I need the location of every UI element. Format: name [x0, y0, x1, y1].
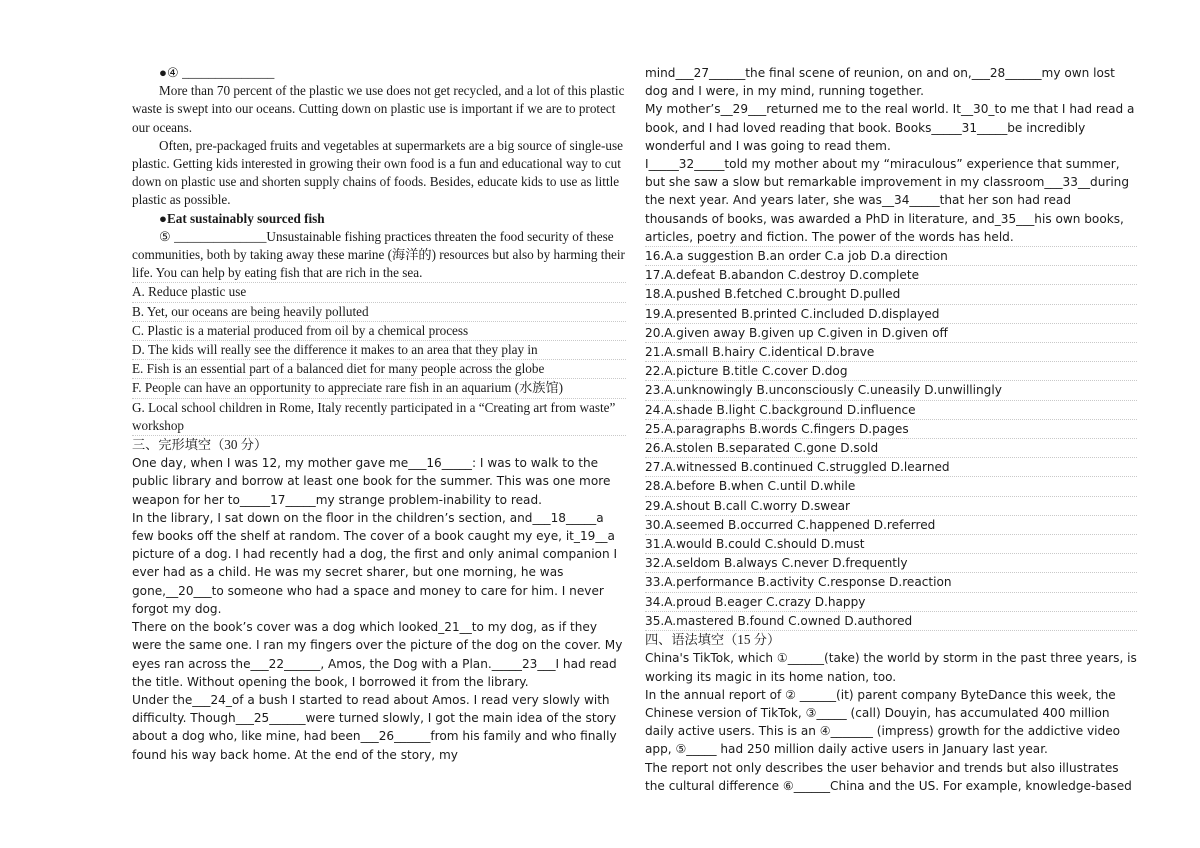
cloze-paragraph: One day, when I was 12, my mother gave me___16_____: I was to walk to the public library and borrow at least one book for the summer. This was one more weapon for her to_____17_____my strange problem-inability to read.	[132, 456, 611, 507]
section-4-heading: 四、语法填空（15 分）	[645, 632, 781, 648]
heading-sustainable-fish: ●Eat sustainably sourced fish	[159, 210, 325, 226]
option-e: E. Fish is an essential part of a balanced diet for many people across the globe	[132, 360, 626, 379]
option-g: G. Local school children in Rome, Italy recently participated in a “Creating art from waste” workshop	[132, 399, 626, 436]
cloze-paragraph: In the library, I sat down on the floor in the children’s section, and___18_____a few books off the shelf at random. The cover of a book caught my eye, it_19__a picture of a dog. I had recently had a dog, the first and only animal companion I ever had as a child. He was my secret sharer, but one morning, he was gone,__20___to someone who had a space and money to care for him. I never forgot my dog.	[132, 510, 618, 616]
option-b: B. Yet, our oceans are being heavily polluted	[132, 303, 626, 322]
paragraph-kids-food: Often, pre-packaged fruits and vegetables at supermarkets are a big source of single-use plastic. Getting kids interested in growing their own food is a fun and educational way to cut down on plastic use and shorten supply chains of foods. Besides, educate kids to use as little plastic as possible.	[132, 137, 623, 208]
question-24: 24.A.shade B.light C.background D.influence	[645, 401, 1137, 420]
question-26: 26.A.stolen B.separated C.gone D.sold	[645, 439, 1137, 458]
option-a: A. Reduce plastic use	[132, 283, 626, 302]
option-c: C. Plastic is a material produced from oil by a chemical process	[132, 322, 626, 341]
question-28: 28.A.before B.when C.until D.while	[645, 477, 1137, 496]
cloze-paragraph: My mother’s__29___returned me to the real world. It__30_to me that I had read a book, and I had loved reading that book. Books_____31_____be incredibly wonderful and I was going to read them.	[645, 102, 1135, 153]
question-32: 32.A.seldom B.always C.never D.frequently	[645, 554, 1137, 573]
question-23: 23.A.unknowingly B.unconsciously C.uneasily D.unwillingly	[645, 381, 1137, 400]
question-34: 34.A.proud B.eager C.crazy D.happy	[645, 593, 1137, 612]
cloze-paragraph: There on the book’s cover was a dog which looked_21__to my dog, as if they were the same one. I ran my fingers over the picture of the dog on the cover. My eyes ran across the___22______, Amos, the Dog with a Plan._____23___I had read the title. Without opening the book, I borrowed it from the library.	[132, 620, 623, 689]
left-column	[132, 64, 626, 764]
item-4-blank: ●④ ______________	[159, 65, 275, 80]
section-3-heading: 三、完形填空（30 分）	[132, 437, 268, 453]
question-25: 25.A.paragraphs B.words C.fingers D.pages	[645, 420, 1137, 439]
option-d: D. The kids will really see the difference it makes to an area that they play in	[132, 341, 626, 360]
option-f: F. People can have an opportunity to appreciate rare fish in an aquarium (水族馆)	[132, 379, 626, 398]
question-35: 35.A.mastered B.found C.owned D.authored	[645, 612, 1137, 631]
right-column	[645, 64, 1137, 795]
paragraph-fishing: ⑤ ______________Unsustainable fishing practices threaten the food security of these communities, both by taking away these marine (海洋的) resources but also by harming their life. You can help by eating fish that are rich in the sea.	[132, 228, 626, 284]
question-20: 20.A.given away B.given up C.given in D.given off	[645, 324, 1137, 343]
question-22: 22.A.picture B.title C.cover D.dog	[645, 362, 1137, 381]
question-29: 29.A.shout B.call C.worry D.swear	[645, 497, 1137, 516]
question-19: 19.A.presented B.printed C.included D.displayed	[645, 305, 1137, 324]
question-17: 17.A.defeat B.abandon C.destroy D.complete	[645, 266, 1137, 285]
cloze-paragraph: I_____32_____told my mother about my “miraculous” experience that summer, but she saw a slow but remarkable improvement in my classroom___33__during the next year. And years later, she was__34_____that her son had read thousands of books, was awarded a PhD in literature, and_35___his own books, articles, poetry and fiction. The power of the words has held.	[645, 155, 1137, 247]
question-30: 30.A.seemed B.occurred C.happened D.referred	[645, 516, 1137, 535]
grammar-paragraph: China's TikTok, which ①______(take) the world by storm in the past three years, is working its magic in its home nation, too.	[645, 651, 1137, 684]
cloze-paragraph: mind___27______the final scene of reunion, on and on,___28______my own lost dog and I were, in my mind, running together.	[645, 66, 1115, 99]
grammar-paragraph: The report not only describes the user behavior and trends but also illustrates the cultural difference ⑥______China and the US. For example, knowledge-based	[645, 760, 1132, 793]
grammar-paragraph: In the annual report of ② ______(it) parent company ByteDance this week, the Chinese version of TikTok, ③_____ (call) Douyin, has accumulated 400 million daily active users. This is an ④_______ (impress) growth for the addictive video app, ⑤_____ had 250 million daily active users in January last year.	[645, 687, 1121, 757]
question-16: 16.A.a suggestion B.an order C.a job D.a direction	[645, 247, 1137, 266]
question-31: 31.A.would B.could C.should D.must	[645, 535, 1137, 554]
paragraph-plastic-waste: More than 70 percent of the plastic we use does not get recycled, and a lot of this plastic waste is swept into our oceans. Cutting down on plastic use is important if we are to protect our oceans.	[132, 83, 625, 135]
cloze-paragraph: Under the___24_of a bush I started to read about Amos. I read very slowly with difficulty. Though___25______were turned slowly, I got the main idea of the story about a dog who, like mine, had been___26______from his family and who finally found his way back home. At the end of the story, my	[132, 692, 617, 762]
question-18: 18.A.pushed B.fetched C.brought D.pulled	[645, 285, 1137, 304]
question-33: 33.A.performance B.activity C.response D.reaction	[645, 573, 1137, 592]
question-21: 21.A.small B.hairy C.identical D.brave	[645, 343, 1137, 362]
question-27: 27.A.witnessed B.continued C.struggled D.learned	[645, 458, 1137, 477]
